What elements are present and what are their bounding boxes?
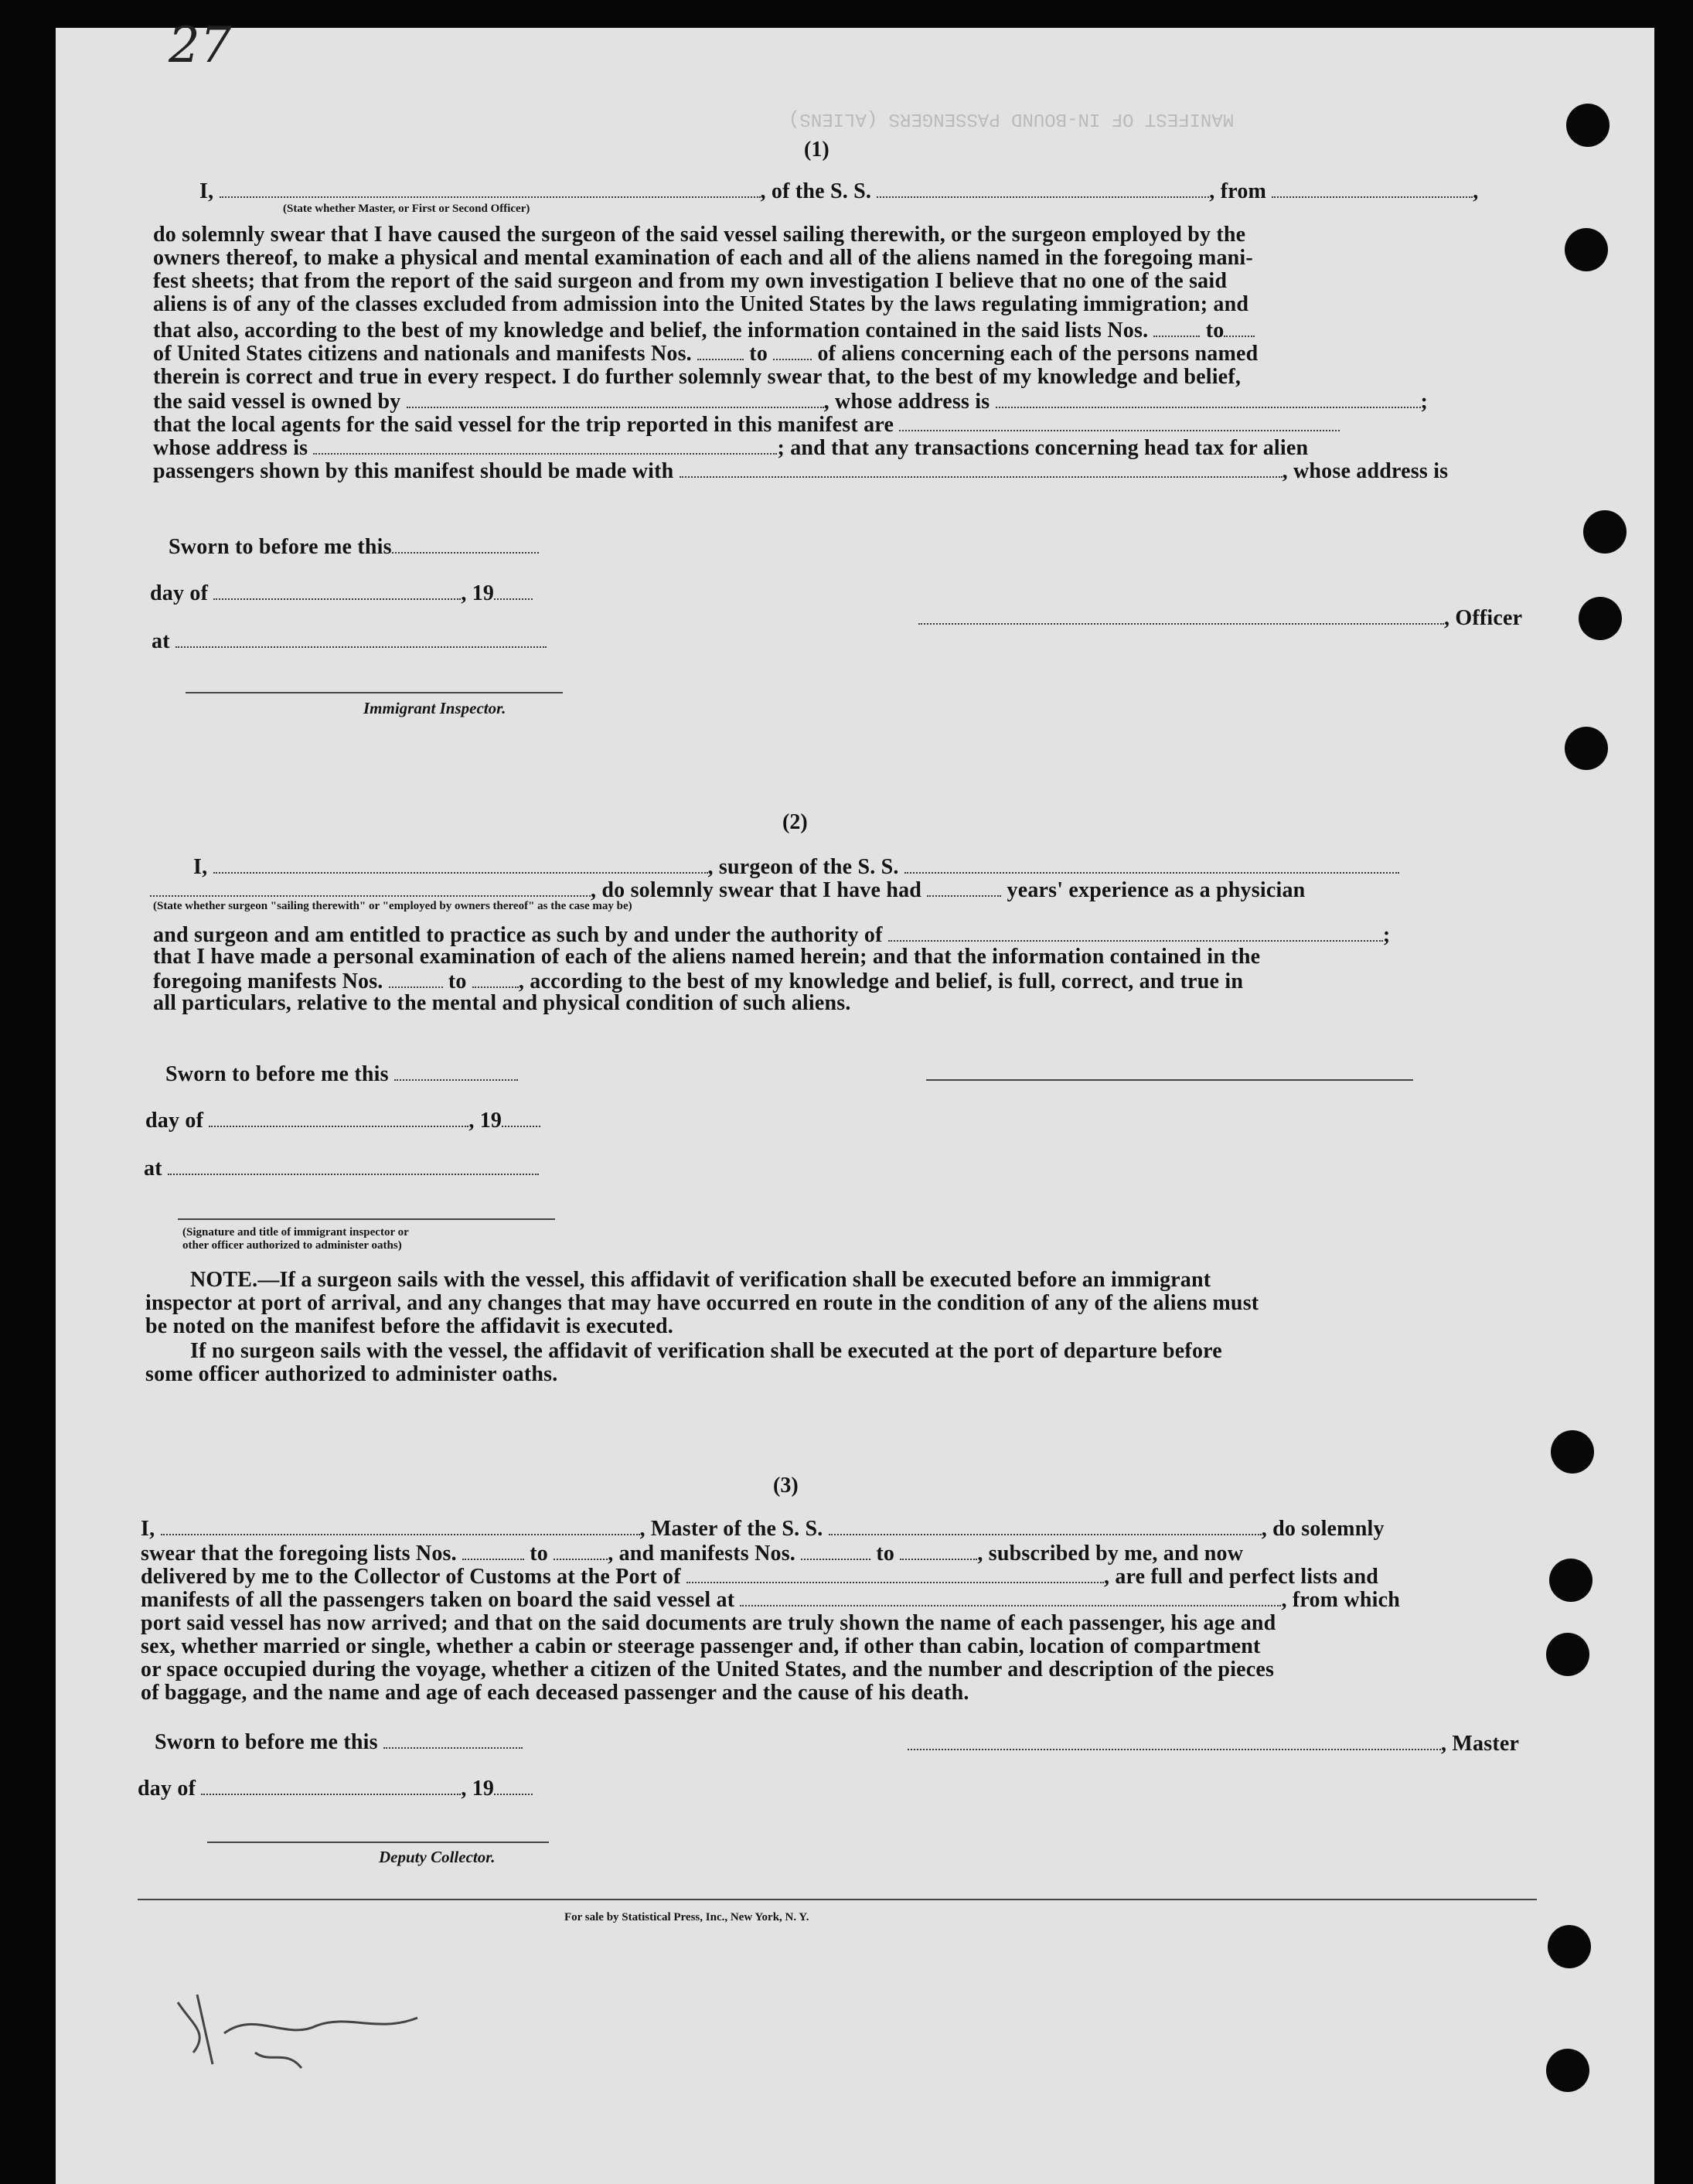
years-experience-field[interactable] [927, 877, 1001, 897]
body-line: passengers shown by this manifest should be made with , whose address is [153, 459, 1449, 483]
master-name-field[interactable] [161, 1515, 640, 1535]
footer-rule [138, 1899, 1537, 1900]
day-of-field[interactable] [201, 1775, 461, 1795]
from-port-field[interactable] [1272, 178, 1473, 198]
section-2-line-2: , do solemnly swear that I have had years' experience as a physician [150, 877, 1305, 903]
sworn-date-field[interactable] [394, 1061, 518, 1081]
body-line: all particulars, relative to the mental and physical condition of such aliens. [153, 991, 851, 1015]
officer-signature: , Officer [918, 605, 1522, 631]
handwritten-page-number: 27 [169, 17, 232, 74]
body-line: port said vessel has now arrived; and that on the said documents are truly shown the name of each passenger, his age and [141, 1611, 1276, 1635]
collector-signature-line [207, 1842, 549, 1843]
body-line: that I have made a personal examination of each of the aliens named herein; and that the information contained in the [153, 945, 1261, 969]
note-line: some officer authorized to administer oaths. [145, 1362, 558, 1386]
inspector-signature-line [186, 692, 563, 693]
sworn-date-field[interactable] [383, 1729, 523, 1749]
punch-hole [1583, 510, 1627, 554]
punch-hole [1565, 228, 1608, 271]
surgeon-signature-line [926, 1079, 1413, 1081]
punch-hole [1579, 597, 1622, 640]
owner-field[interactable] [407, 388, 824, 408]
body-line: whose address is ; and that any transactions concerning head tax for alien [153, 436, 1309, 460]
officer-name-field[interactable] [220, 178, 761, 198]
body-line: sex, whether married or single, whether a cabin or steerage passenger and, if other than cabin, location of compartment [141, 1634, 1261, 1658]
witness-signature-line [178, 1218, 555, 1220]
officer-rank-note: (State whether Master, or First or Second Officer) [283, 203, 530, 215]
section-2-heading: (2) [782, 810, 808, 834]
at-place-field[interactable] [175, 628, 547, 648]
note-line: If no surgeon sails with the vessel, the affidavit of verification shall be executed at the port of departure before [190, 1339, 1222, 1363]
body-line: fest sheets; that from the report of the said surgeon and from my own investigation I believe that no one of the said [153, 269, 1228, 293]
punch-hole [1549, 1559, 1593, 1602]
body-line: owners thereof, to make a physical and mental examination of each and all of the aliens named in the foregoing mani- [153, 246, 1253, 270]
manifests-to-field[interactable] [900, 1540, 977, 1560]
owner-address-field[interactable] [996, 388, 1421, 408]
body-line: manifests of all the passengers taken on board the said vessel at , from which [141, 1588, 1400, 1612]
signature-note: (Signature and title of immigrant inspector or [182, 1226, 409, 1239]
day-of-field[interactable] [209, 1107, 468, 1127]
officer-signature-field[interactable] [918, 605, 1444, 625]
citizen-list-from-field[interactable] [1153, 317, 1200, 337]
note-line: NOTE.—If a surgeon sails with the vessel, this affidavit of verification shall be executed before an immigrant [190, 1268, 1211, 1292]
port-field[interactable] [686, 1563, 1104, 1583]
master-vessel-field[interactable] [829, 1515, 1262, 1535]
year-field[interactable] [494, 1775, 533, 1795]
printer-credit: For sale by Statistical Press, Inc., New York, N. Y. [564, 1911, 809, 1923]
at-place-field[interactable] [168, 1155, 539, 1175]
agents-address-field[interactable] [313, 434, 777, 455]
day-of-label: day of , 19 [145, 1107, 540, 1133]
body-line: the said vessel is owned by , whose address is ; [153, 390, 1429, 414]
year-field[interactable] [502, 1107, 540, 1127]
punch-hole [1566, 104, 1610, 147]
note-label: NOTE. [190, 1268, 258, 1292]
immigrant-inspector-label: Immigrant Inspector. [363, 699, 506, 717]
authority-field[interactable] [888, 922, 1383, 942]
section-3-heading: (3) [773, 1474, 799, 1497]
year-field[interactable] [494, 580, 533, 600]
surgeon-name-field[interactable] [213, 853, 708, 874]
sworn-date-field[interactable] [392, 533, 539, 554]
day-of-label: day of , 19 [150, 580, 533, 606]
surgeon-status-note: (State whether surgeon "sailing therewith" or "employed by owners thereof" as the case may be) [153, 900, 632, 912]
master-signature-field[interactable] [908, 1730, 1441, 1750]
section-2-line-1: I, , surgeon of the S. S. [193, 853, 1399, 880]
punch-hole [1548, 1925, 1591, 1968]
body-line: delivered by me to the Collector of Customs at the Port of , are full and perfect lists and [141, 1565, 1379, 1589]
bleed-through-text: MANIFEST OF IN-BOUND PASSENGERS (ALIENS) [789, 108, 1235, 129]
sworn-label: Sworn to before me this [165, 1061, 518, 1087]
manifests-from-field[interactable] [801, 1540, 870, 1560]
at-label: at [152, 628, 547, 654]
punch-hole [1546, 2049, 1589, 2092]
body-line: swear that the foregoing lists Nos. to , and manifests Nos. to , subscribed by me, and now [141, 1542, 1244, 1566]
body-line: foregoing manifests Nos. to , according to the best of my knowledge and belief, is full, correct, and true in [153, 969, 1244, 993]
punch-hole [1565, 727, 1608, 770]
body-line: aliens is of any of the classes excluded from admission into the United States by the laws regulating immigration; and [153, 292, 1249, 316]
body-line: that the local agents for the said vessel for the trip reported in this manifest are [153, 411, 1340, 438]
handwritten-scribble [162, 1979, 487, 2080]
punch-hole [1551, 1430, 1594, 1474]
deputy-collector-label: Deputy Collector. [379, 1848, 496, 1866]
note-line: be noted on the manifest before the affidavit is executed. [145, 1314, 673, 1338]
signature-note: other officer authorized to administer oaths) [182, 1239, 402, 1252]
body-line: of baggage, and the name and age of each deceased passenger and the cause of his death. [141, 1681, 969, 1705]
surgeon-manifest-to-field[interactable] [472, 968, 519, 988]
note-line: inspector at port of arrival, and any changes that may have occurred en route in the condition of any of the aliens must [145, 1291, 1259, 1315]
body-line: or space occupied during the voyage, whether a citizen of the United States, and the number and description of the pieces [141, 1658, 1275, 1681]
head-tax-contact-field[interactable] [680, 458, 1283, 478]
day-of-label: day of , 19 [138, 1775, 533, 1801]
punch-hole [1546, 1633, 1589, 1676]
section-1-line-1: I, , of the S. S. , from , [199, 179, 1479, 203]
vessel-name-field[interactable] [877, 178, 1209, 198]
sworn-label: Sworn to before me this [169, 533, 539, 560]
body-line: that also, according to the best of my knowledge and belief, the information contained in the said lists Nos. to [153, 317, 1255, 343]
manifest-to-field[interactable] [773, 340, 812, 360]
body-line: do solemnly swear that I have caused the surgeon of the said vessel sailing therewith, or the surgeon employed by the [153, 223, 1246, 247]
surgeon-vessel-field[interactable] [904, 853, 1399, 874]
day-of-field[interactable] [213, 580, 461, 600]
sworn-label: Sworn to before me this [155, 1729, 523, 1755]
manifest-from-field[interactable] [697, 340, 744, 360]
citizen-list-to-field[interactable] [1224, 317, 1255, 337]
section-1-heading: (1) [804, 138, 829, 162]
surgeon-status-field[interactable] [150, 877, 591, 897]
surgeon-manifest-from-field[interactable] [389, 968, 443, 988]
local-agents-field[interactable] [899, 411, 1340, 431]
lists-from-field[interactable] [462, 1540, 524, 1560]
body-line: and surgeon and am entitled to practice as such by and under the authority of ; [153, 923, 1391, 947]
master-signature: , Master [908, 1730, 1519, 1756]
body-line: therein is correct and true in every respect. I do further solemnly swear that, to the best of my knowledge and belief, [153, 365, 1242, 389]
at-label: at [144, 1155, 539, 1181]
lists-to-field[interactable] [554, 1540, 608, 1560]
section-3-line-1: I, , Master of the S. S. , do solemnly [141, 1517, 1385, 1541]
boarding-port-field[interactable] [740, 1586, 1281, 1606]
body-line: of United States citizens and nationals and manifests Nos. to of aliens concerning each of the persons named [153, 342, 1259, 366]
